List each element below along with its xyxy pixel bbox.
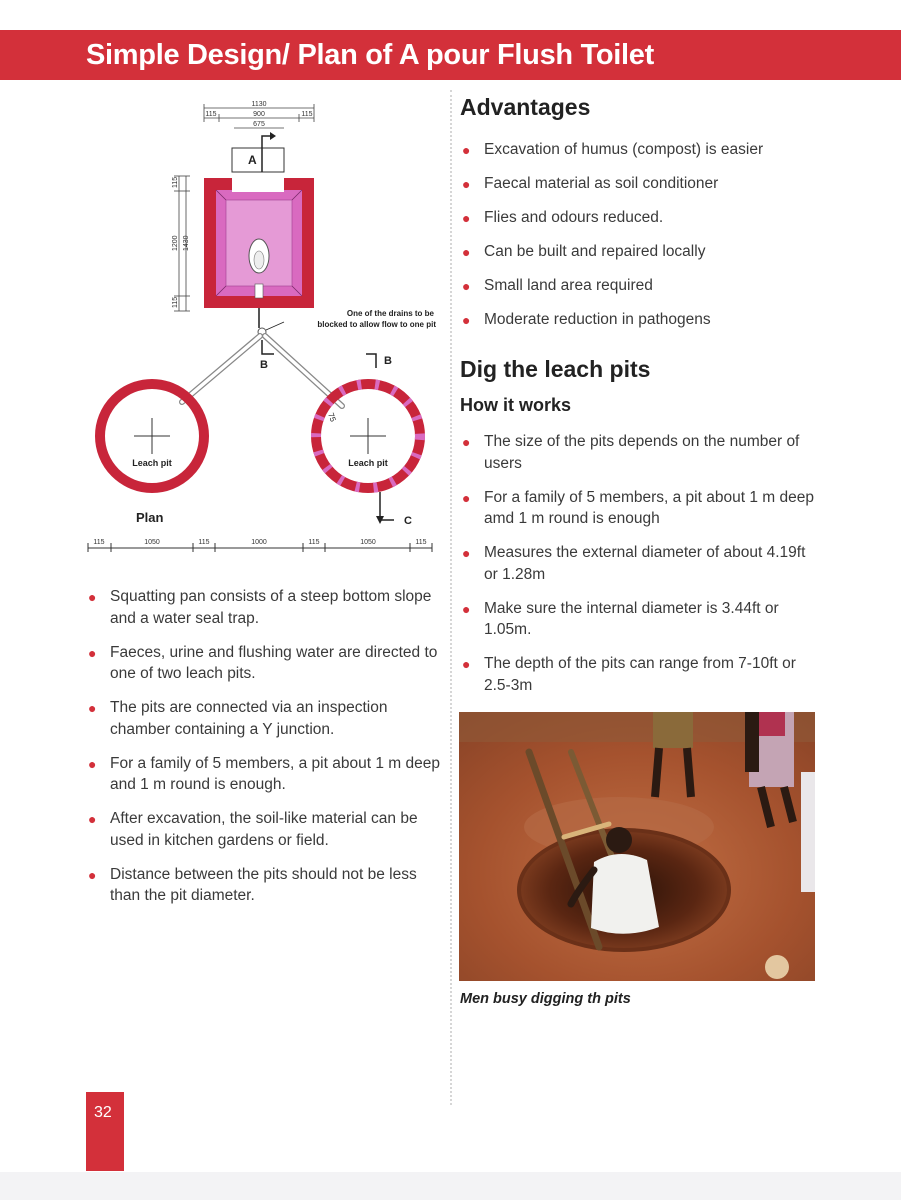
plan-label: Plan — [136, 510, 164, 525]
bullet-icon: ● — [462, 142, 471, 158]
leach-pit-right-label: Leach pit — [348, 458, 388, 468]
bullet-icon: ● — [462, 176, 471, 192]
section-c-label: C — [404, 515, 412, 527]
bullet-icon: ● — [462, 545, 471, 561]
column-divider — [450, 90, 452, 1105]
bullet-icon: ● — [88, 589, 97, 605]
section-a-label: A — [248, 153, 257, 167]
page-title: Simple Design/ Plan of A pour Flush Toilet — [86, 39, 654, 71]
section-a-box — [232, 148, 284, 172]
dim-bottom-5: 115 — [308, 539, 320, 546]
standing-person-1 — [653, 712, 693, 748]
bullet-icon: ● — [462, 434, 471, 450]
dim-side-4: 115 — [172, 296, 179, 308]
drain-note-line-2: blocked to allow flow to one pit — [317, 320, 436, 329]
leach-pits-heading: Dig the leach pits — [460, 356, 651, 382]
bullet-icon: ● — [88, 755, 97, 772]
list-item: ● The size of the pits depends on the number of users — [462, 433, 800, 472]
bullet-icon: ● — [462, 600, 471, 617]
dim-side-3: 1430 — [183, 235, 190, 251]
bullet-icon: ● — [462, 656, 471, 672]
dim-top-1: 1130 — [251, 101, 267, 108]
dim-bottom-6: 1050 — [360, 539, 376, 546]
list-item: ● Faeces, urine and flushing water are directed to one of two leach pits. — [88, 643, 438, 682]
list-item: ● Squatting pan consists of a steep bottom slope and a water seal trap. — [88, 588, 432, 627]
plan-notes-list — [86, 586, 444, 919]
dim-top-5: 675 — [253, 121, 265, 128]
bullet-icon: ● — [462, 312, 471, 328]
title-banner — [0, 30, 901, 80]
section-c-mark — [380, 492, 394, 520]
bullet-icon: ● — [88, 811, 97, 827]
page-number-box — [86, 1092, 124, 1171]
page-bottom-strip — [0, 1172, 901, 1200]
dim-bottom-2: 1050 — [144, 539, 160, 546]
list-item: ● Moderate reduction in pathogens — [460, 309, 860, 331]
section-b-label-1: B — [260, 359, 268, 371]
drain-note-line-1: One of the drains to be — [346, 309, 434, 318]
bullet-icon: ● — [462, 278, 471, 294]
drain-note-pointer — [266, 322, 284, 330]
photo-caption: Men busy digging th pits — [460, 991, 631, 1007]
list-item: ● Make sure the internal diameter is 3.44ft or 1.05m. — [462, 599, 779, 638]
dim-top-3: 900 — [253, 111, 265, 118]
list-item: ● Can be built and repaired locally — [460, 241, 860, 263]
list-item: ● Faecal material as soil conditioner — [460, 173, 860, 195]
dim-bottom-7: 115 — [415, 539, 427, 546]
leach-pit-left-label: Leach pit — [132, 458, 172, 468]
advantages-heading: Advantages — [460, 94, 591, 120]
list-item: ● The depth of the pits can range from 7-10ft or 2.5-3m — [462, 655, 796, 694]
bullet-icon: ● — [88, 700, 97, 716]
list-item: ● Small land area required — [460, 275, 860, 297]
dim-side-2: 1200 — [172, 235, 179, 251]
toilet-plan-diagram — [84, 96, 444, 556]
dim-side-1: 115 — [172, 176, 179, 188]
advantages-list — [460, 139, 860, 343]
dim-bottom-4: 1000 — [251, 539, 267, 546]
list-item: ● Measures the external diameter of about 4.19ft or 1.28m — [462, 544, 806, 583]
how-it-works-heading: How it works — [460, 395, 572, 415]
list-item: ● Flies and odours reduced. — [460, 207, 860, 229]
angle-label: 75 — [326, 411, 338, 424]
bullet-icon: ● — [88, 644, 97, 661]
section-b-mark-2 — [366, 354, 376, 368]
dim-top-4: 115 — [301, 111, 313, 118]
dim-bottom-1: 115 — [93, 539, 105, 546]
bullet-icon: ● — [462, 489, 471, 506]
list-item: ● The pits are connected via an inspection chamber containing a Y junction. — [88, 699, 388, 738]
list-item: ● For a family of 5 members, a pit about 1 m deep and 1 m round is enough. — [88, 754, 440, 793]
list-item: ● After excavation, the soil-like material can be used in kitchen gardens or field. — [88, 810, 418, 849]
how-it-works-list — [460, 431, 820, 709]
digging-photo — [459, 712, 815, 981]
page-number: 32 — [94, 1104, 112, 1121]
list-item: ● For a family of 5 members, a pit about 1 m deep amd 1 m round is enough — [462, 488, 814, 527]
section-b-label-2: B — [384, 355, 392, 367]
dim-top-2: 115 — [205, 111, 217, 118]
bullet-icon: ● — [88, 866, 97, 883]
digger-head — [606, 827, 632, 853]
bullet-icon: ● — [462, 210, 471, 226]
bullet-icon: ● — [462, 244, 471, 260]
list-item: ● Excavation of humus (compost) is easier — [460, 139, 860, 161]
list-item: ● Distance between the pits should not be less than the pit diameter. — [88, 865, 417, 904]
dim-bottom-3: 115 — [198, 539, 210, 546]
